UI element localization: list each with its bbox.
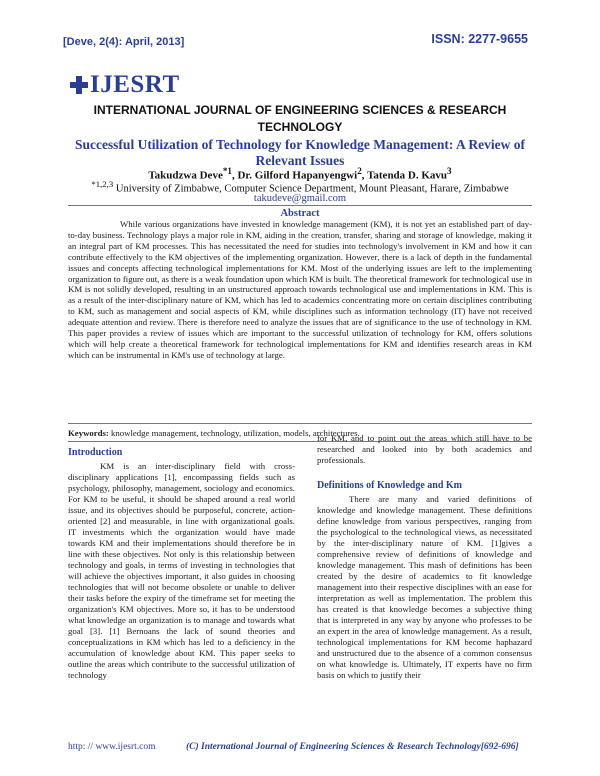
introduction-heading: Introduction — [68, 447, 123, 458]
keywords-label: Keywords: — [68, 428, 109, 438]
author-name: , Dr. Gilford Hapanyengwi — [231, 169, 358, 182]
abstract-text: While various organizations have invested in knowledge management (KM), it is not yet an established part of day-to-day business. Technology plays a major role in KM, aiding in the creation, transfer, sharing and storage of knowledge, making it an integral part of KM processes. This has necessitated the need for studies into technology's involvement in KM and how it can contribute effectively to the KM objectives of the implementing organization. However, there is a lack of depth in the fundamental issues and concepts affecting technological implementations for KM. Most of the underlying issues are left to the implementing organization to figure out, as there is a weak foundation upon which KM is built. The theoretical framework for technological use in KM is not solidly developed, resulting in an unstructured approach towards technological use and implementations in KM. This is as a result of the inter-disciplinary nature of KM, which has led to academics concentrating more on certain disciplines contributing to KM, such as management and social aspects of KM, while disciplines such as information technology (IT) have not received adequate attention and review. There is therefore need to analyze the issues that are of significance to the use of technology in KM. This paper provides a review of issues which are important to the successful utilization of technology for KM, offers solutions which will help create a theoretical framework for technological implementations for KM and identifies research areas in KM which can be instrumental in KM's use of technology at large. — [68, 219, 532, 360]
author-marker: 3 — [447, 166, 452, 176]
paper-title-line1: Successful Utilization of Technology for Knowledge Management: A Review of — [74, 137, 526, 152]
author-name: , Tatenda D. Kavu — [361, 169, 448, 182]
divider — [68, 423, 532, 424]
journal-name — [80, 102, 520, 136]
author-marker: *1 — [222, 166, 232, 176]
footer-url[interactable]: http: // www.ijesrt.com — [68, 742, 156, 752]
right-column — [317, 433, 532, 681]
left-column — [68, 447, 295, 681]
introduction-text: KM is an inter-disciplinary field with cross-disciplinary applications [1], encompassing fields such as psychology, philosophy, management, sociology and economics. For KM to be useful, it should be shaped around a real world issue, and its objectives should be purposeful, concrete, action-oriented [2] and measurable, in line with organizational goals. IT investments which the organization would have made towards KM and their implementations should therefore be in line with these objectives. Not only is this relationship between technology and goals, in terms of investing in technologies that will achieve the objectives important, it also guides in choosing technologies that will not become obsolete or unable to deliver their tasks before the expiry of the timeframe set for meeting the organization's KM objectives. More so, it has to be understood what knowledge an organization is to manage and towards what goal [3]. [1] Bernoans the lack of sound theories and conceptualizations in KM which has led to a deficiency in the accumulation of knowledge about KM. This paper seeks to outline the areas which contribute to the successful utilization of technology — [68, 461, 295, 680]
author-email[interactable]: takudeve@gmail.com — [253, 193, 347, 204]
author-marker: 2 — [357, 166, 362, 176]
abstract-heading: Abstract — [280, 208, 320, 219]
divider — [68, 205, 532, 206]
author-name: Takudzwa Deve — [148, 169, 223, 182]
footer-pages: [692-696] — [480, 742, 519, 752]
paper-title-line2: Relevant Issues — [255, 153, 345, 168]
page-footer — [68, 742, 532, 752]
definitions-heading: Definitions of Knowledge and Km — [317, 480, 463, 491]
keywords-text: knowledge management, technology, utilization, models, architectures. — [108, 428, 360, 438]
footer-copyright-text: (C) International Journal of Engineering Sciences & Research Technology — [186, 742, 481, 752]
journal-name-line2: TECHNOLOGY — [257, 120, 343, 134]
paper-title — [70, 137, 530, 169]
footer-copyright — [186, 742, 519, 752]
issn-header: ISSN: 2277-9655 — [431, 32, 528, 46]
plus-icon — [70, 75, 88, 95]
affiliation-text: University of Zimbabwe, Computer Science Department, Mount Pleasant, Harare, Zimbabwe — [113, 183, 509, 195]
citation-header: [Deve, 2(4): April, 2013] — [63, 36, 185, 48]
journal-name-line1: INTERNATIONAL JOURNAL OF ENGINEERING SCIENCES & RESEARCH — [93, 103, 507, 117]
definitions-text: There are many and varied definitions of knowledge and knowledge management. These definitions define knowledge from various perspectives, ranging from the psychological to the technological views, as necessitated by the inter-disciplinary nature of KM. [1]gives a comprehensive review of definitions of knowledge and knowledge management. This mash of definitions has been created by the desire of academics to fit knowledge management into their respective disciplines with an ease for interpretation as well as implementation. The problem this has created is that knowledge becomes a subjective thing that is interpreted in any way by anyone who professes to be an expert in the area of knowledge management. As a result, technological implementations for KM become haphazard and unstructured due to the absence of a common consensus on what knowledge is. Ultimately, IT experts have no firm basis on which to justify their — [317, 494, 532, 680]
logo-text: IJESRT — [90, 71, 180, 98]
introduction-continued: for KM, and to point out the areas which still have to be researched and looked into by both academics and professionals. — [317, 433, 532, 465]
affiliation-marker: *1,2,3 — [91, 179, 114, 189]
journal-logo — [70, 70, 180, 100]
